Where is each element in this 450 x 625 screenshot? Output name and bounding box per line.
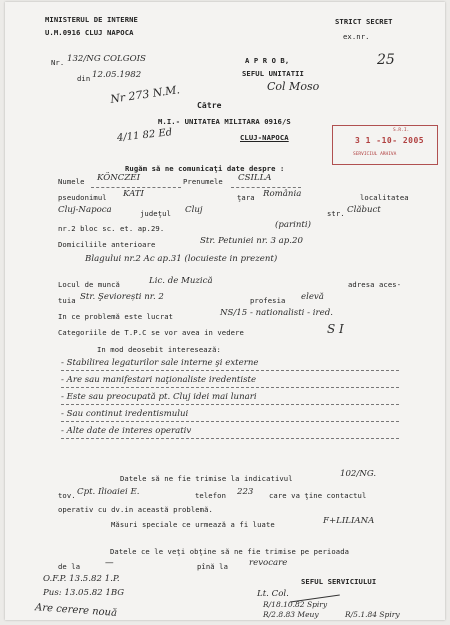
interest-line [61,438,399,439]
review-note: R/5.1.84 Spiry [345,610,400,619]
request-text: Rugăm să ne comunicaţi date despre : [125,164,285,173]
until-label: pînă la [197,562,228,571]
tuia-value: Str. Şeviorești nr. 2 [80,292,164,302]
interest-line [61,404,399,405]
profession-label: profesia [250,296,286,305]
to-label: Către [197,101,222,110]
document-page [5,2,445,620]
send-value: 102/NG. [340,469,377,479]
from-value: — [105,558,114,568]
review-note: R/2.8.83 Meuy [263,610,319,619]
interest-line [61,387,399,388]
period-label: Datele ce le veţi obţine să ne fie trimise pe perioada [110,547,350,556]
alias-value: KATI [123,189,144,199]
work-value: Lic. de Muzică [149,276,213,286]
approve-label: A P R O B, [245,56,290,65]
first-name-line [231,187,301,188]
country-label: ţara [237,193,255,202]
measures-value: F+LILIANA [323,516,375,526]
street-label: str. [327,209,345,218]
categories-value: S I [327,322,344,336]
interest-label: In mod deosebit interesează: [97,345,221,354]
locality-label: localitatea [360,193,409,202]
archive-stamp [332,125,438,165]
interest-item: - Stabilirea legaturilor sale interne şi externe [61,358,259,368]
interest-item: - Sau continut iredentismului [61,409,189,419]
unit-heading: U.M.0916 CLUJ NAPOCA [45,28,134,37]
interest-line [61,370,399,371]
interest-item: - Are sau manifestari naţionaliste iredentiste [61,375,257,385]
county-value: Cluj [185,205,203,215]
name-line [91,187,181,188]
previous-address-label: Domiciliile anterioare [58,240,156,249]
alias-label: pseudonimul [58,193,107,202]
address-note: (parinti) [275,220,311,230]
previous-address-1: Str. Petuniei nr. 3 ap.20 [200,236,303,246]
previous-address-2: Blagului nr.2 Ac ap.31 (locuieste in prezent) [85,254,278,264]
street-value: Clăbuct [347,205,381,215]
problem-value: NS/15 - nationalisti - ired. [220,308,333,318]
from-label: de la [58,562,81,571]
addressee-unit: M.I.- UNITATEA MILITARA 0916/S [158,117,291,126]
operative-text: operativ cu dv.in această problemă. [58,505,213,514]
review-note: R/18.10.82 Spiry [263,600,328,609]
number-label: Nr. [51,58,65,67]
secret-label: STRICT SECRET [335,17,393,26]
ministry-heading: MINISTERUL DE INTERNE [45,15,138,24]
work-label: Locul de muncă [58,280,120,289]
tuia-label: tuia [58,296,76,305]
date-value: 12.05.1982 [92,70,142,80]
ofp-note: O.F.P. 13.5.82 1.P. [43,574,120,584]
annotation-date: 4/11 82 Ed [116,127,173,144]
contact-label: care va ţine contactul [269,491,367,500]
comrade-label: tov. [58,491,76,500]
stamp-date: 3 1 -10- 2005 [355,136,425,145]
pus-note: Pus: 13.05.82 1BG [43,588,125,598]
chief-signature: Lt. Col. [257,589,289,599]
until-value: revocare [249,558,288,568]
handwritten-note: Are cerere nouă [34,602,118,619]
number-value: 132/NG COLGOIS [67,54,146,64]
approve-signature: Col Moso [267,80,320,93]
interest-line [61,421,399,422]
unit-chief-label: SEFUL UNITATII [242,69,304,78]
service-chief-label: SEFUL SERVICIULUI [301,577,377,586]
measures-label: Măsuri speciale ce urmează a fi luate [111,520,275,529]
phone-label: telefon [195,491,226,500]
categories-label: Categoriile de T.P.C se vor avea in vedere [58,328,244,337]
stamp-top: S.R.I. [393,128,410,133]
annotation-number: Nr 273 N.M. [109,83,181,106]
phone-value: 223 [237,487,254,497]
send-label: Datele să ne fie trimise la indicativul [120,474,293,483]
stamp-bottom: SERVICIUL ARHIVA [353,152,397,157]
comrade-value: Cpt. Ilioaiei E. [77,487,140,497]
workplace-address-label: adresa aces- [348,280,402,289]
interest-item: - Este sau preocupată pt. Cluj idei mai lunari [61,392,257,402]
copy-label: ex.nr. [343,32,370,41]
profession-value: elevă [301,292,324,302]
problem-label: In ce problemă este lucrat [58,312,174,321]
country-value: România [263,189,302,199]
name-label: Numele [58,177,85,186]
address-line: nr.2 bloc sc. et. ap.29. [58,224,165,233]
date-label: din [77,74,91,83]
county-label: judeţul [140,209,171,218]
first-name-value: CSILLA [238,173,272,183]
addressee-city: CLUJ-NAPOCA [240,133,289,142]
first-name-label: Prenumele [183,177,223,186]
name-value: KÖNCZEI [97,173,140,183]
locality-value: Cluj-Napoca [58,205,112,215]
interest-item: - Alte date de interes operativ [61,426,192,436]
copy-number: 25 [377,52,395,68]
